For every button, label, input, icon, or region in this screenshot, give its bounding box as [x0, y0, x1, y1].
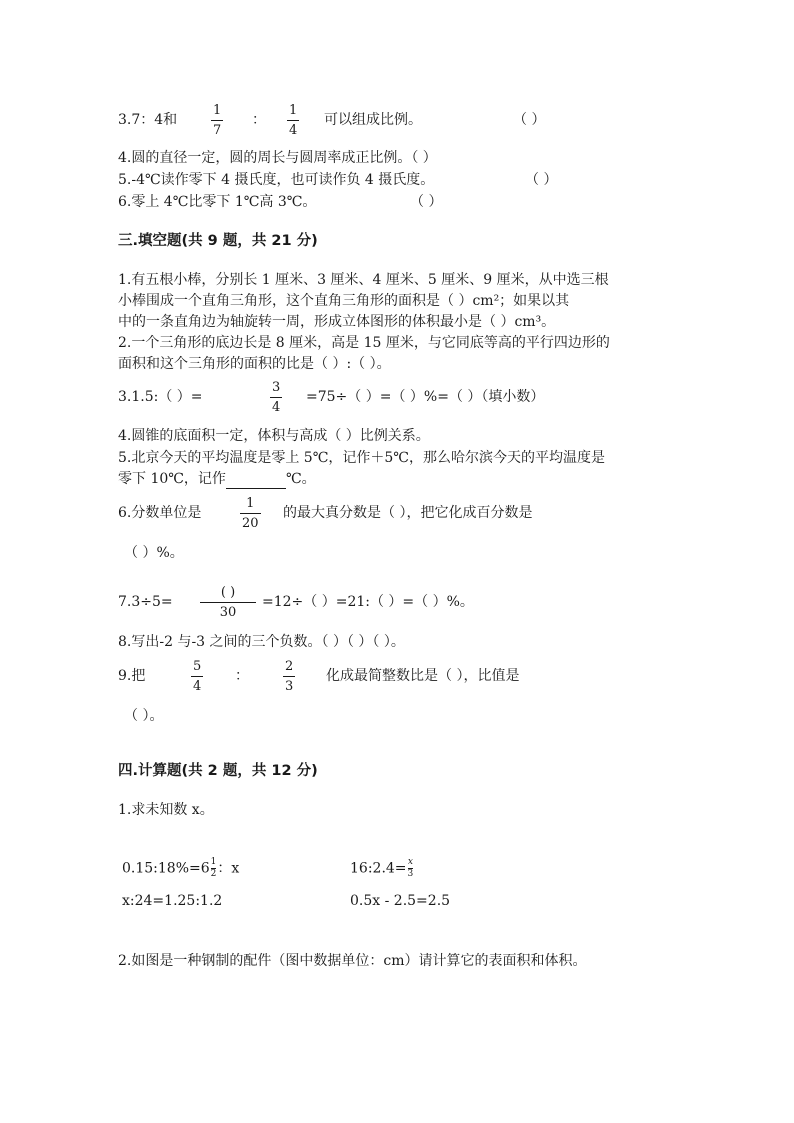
- judge-q3-fraction-1: 1 7: [213, 103, 222, 138]
- fill-q3-prefix: 3.1.5:（ ）=: [118, 389, 203, 405]
- equation-1: 0.15:18%=6 $\frac{1}{2}$ ：x: [122, 857, 240, 879]
- fill-q9-line2: （ ）。: [124, 708, 164, 724]
- fill-q6-suffix: 的最大真分数是（ ），把它化成百分数是: [283, 505, 533, 521]
- fill-q9-colon: ：: [235, 668, 249, 684]
- fill-q7-fraction: ( ) 30: [200, 585, 256, 620]
- equation-2-fraction: $\frac{x}{3}$: [407, 857, 414, 879]
- judge-q5: 5.-4℃读作零下 4 摄氏度，也可读作负 4 摄氏度。: [118, 172, 435, 188]
- judge-q5-answer-paren: （ ）: [525, 172, 558, 188]
- fill-q6-fraction: 1 20: [242, 496, 259, 531]
- fill-q9-prefix: 9.把: [118, 668, 146, 684]
- fill-q7-prefix: 7.3÷5=: [118, 594, 173, 610]
- fill-q9-suffix: 化成最简整数比是（ ），比值是: [326, 668, 520, 684]
- fill-q8: 8.写出-2 与-3 之间的三个负数。（ ）（ ）（ ）。: [118, 634, 405, 650]
- equation-1-fraction: $\frac{1}{2}$: [210, 857, 217, 879]
- equation-3: x:24=1.25:1.2: [122, 893, 223, 909]
- judge-q6-answer-paren: （ ）: [410, 194, 443, 210]
- fill-q7-suffix: =12÷（ ）=21:（ ）=（ ）%。: [262, 594, 474, 610]
- fill-q5-line1: 5.北京今天的平均温度是零上 5℃，记作＋5℃，那么哈尔滨今天的平均温度是: [118, 450, 605, 466]
- fill-q6-prefix: 6.分数单位是: [118, 505, 202, 521]
- fill-q4: 4.圆锥的底面积一定，体积与高成（ ）比例关系。: [118, 428, 430, 444]
- calc-q1: 1.求未知数 x。: [118, 802, 214, 818]
- judge-q3-fraction-2: 1 4: [289, 103, 298, 138]
- calc-q2: 2.如图是一种钢制的配件（图中数据单位：cm）请计算它的表面积和体积。: [118, 953, 587, 969]
- judge-q3-text: 可以组成比例。: [324, 112, 422, 128]
- fill-q9-fraction-2: 2 3: [285, 659, 294, 694]
- judge-q3: 3.7：4和: [118, 112, 178, 128]
- answer-blank: [226, 474, 286, 489]
- fill-q2-line1: 2.一个三角形的底边长是 8 厘米，高是 15 厘米，与它同底等高的平行四边形的: [118, 335, 610, 351]
- fill-q1-line1: 1.有五根小棒，分别长 1 厘米、3 厘米、4 厘米、5 厘米、9 厘米，从中选三根: [118, 272, 609, 288]
- fill-q2-line2: 面积和这个三角形的面积的比是（ ）:（ ）。: [118, 356, 391, 372]
- fill-q6-line2: （ ）%。: [124, 545, 184, 561]
- fill-q1-line2: 小棒围成一个直角三角形，这个直角三角形的面积是（ ）cm²；如果以其: [118, 293, 570, 309]
- judge-q3-colon: ：: [252, 112, 266, 128]
- equation-2: 16:2.4= $\frac{x}{3}$: [350, 857, 414, 879]
- fill-q3-fraction: 3 4: [272, 380, 281, 415]
- section3-title: 三.填空题(共 9 题，共 21 分): [118, 233, 318, 249]
- judge-q6: 6.零上 4℃比零下 1℃高 3℃。: [118, 194, 317, 210]
- judge-q4: 4.圆的直径一定，圆的周长与圆周率成正比例。（ ）: [118, 150, 437, 166]
- section4-title: 四.计算题(共 2 题，共 12 分): [118, 763, 318, 779]
- equation-4: 0.5x - 2.5=2.5: [350, 893, 451, 909]
- fill-q1-line3: 中的一条直角边为轴旋转一周，形成立体图形的体积最小是（ ）cm³。: [118, 314, 556, 330]
- fill-q9-fraction-1: 5 4: [193, 659, 202, 694]
- fill-q5-line2: 零下 10℃，记作 ℃。: [118, 471, 316, 487]
- judge-q3-answer-paren: （ ）: [513, 112, 546, 128]
- fill-q3-suffix: =75÷（ ）=（ ）%=（ ）（填小数）: [306, 389, 545, 405]
